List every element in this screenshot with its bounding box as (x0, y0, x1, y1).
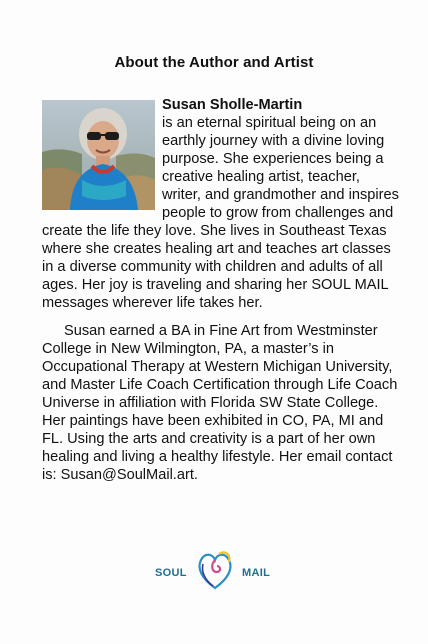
logo-word-mail: MAIL (242, 567, 271, 579)
soul-mail-logo (150, 548, 280, 592)
logo-word-soul: SOUL (155, 567, 187, 579)
author-photo-image (42, 100, 155, 210)
bio-paragraph-2: Susan earned a BA in Fine Art from Westminster College in New Wilmington, PA, a master’s in Occupational Therapy at Western Michigan University, and Master Life Coach Certification through Life Coach Universe in affiliation with Florida SW State College. Her paintings have been exhibited in CO, PA, MI and FL. Using the arts and creativity is a part of her own healing and living a healthy lifestyle. Her email contact is: Susan@SoulMail.art. (42, 323, 398, 483)
author-photo (42, 100, 155, 210)
heart-spiral-icon (195, 548, 235, 592)
bio-paragraph-1: is an eternal spiritual being on an earthly journey with a divine loving purpose. She experiences being a creative healing artist, teacher, writer, and grandmother and inspires people to grow from challenges and create the life they love. She lives in Southeast Texas where she creates healing art and teaches art classes in a diverse community with children and adults of all ages. Her joy is traveling and sharing her SOUL MAIL messages wherever life takes her. (42, 115, 399, 311)
author-bio (42, 96, 402, 484)
page-title: About the Author and Artist (114, 54, 314, 71)
author-name: Susan Sholle-Martin (162, 97, 303, 113)
